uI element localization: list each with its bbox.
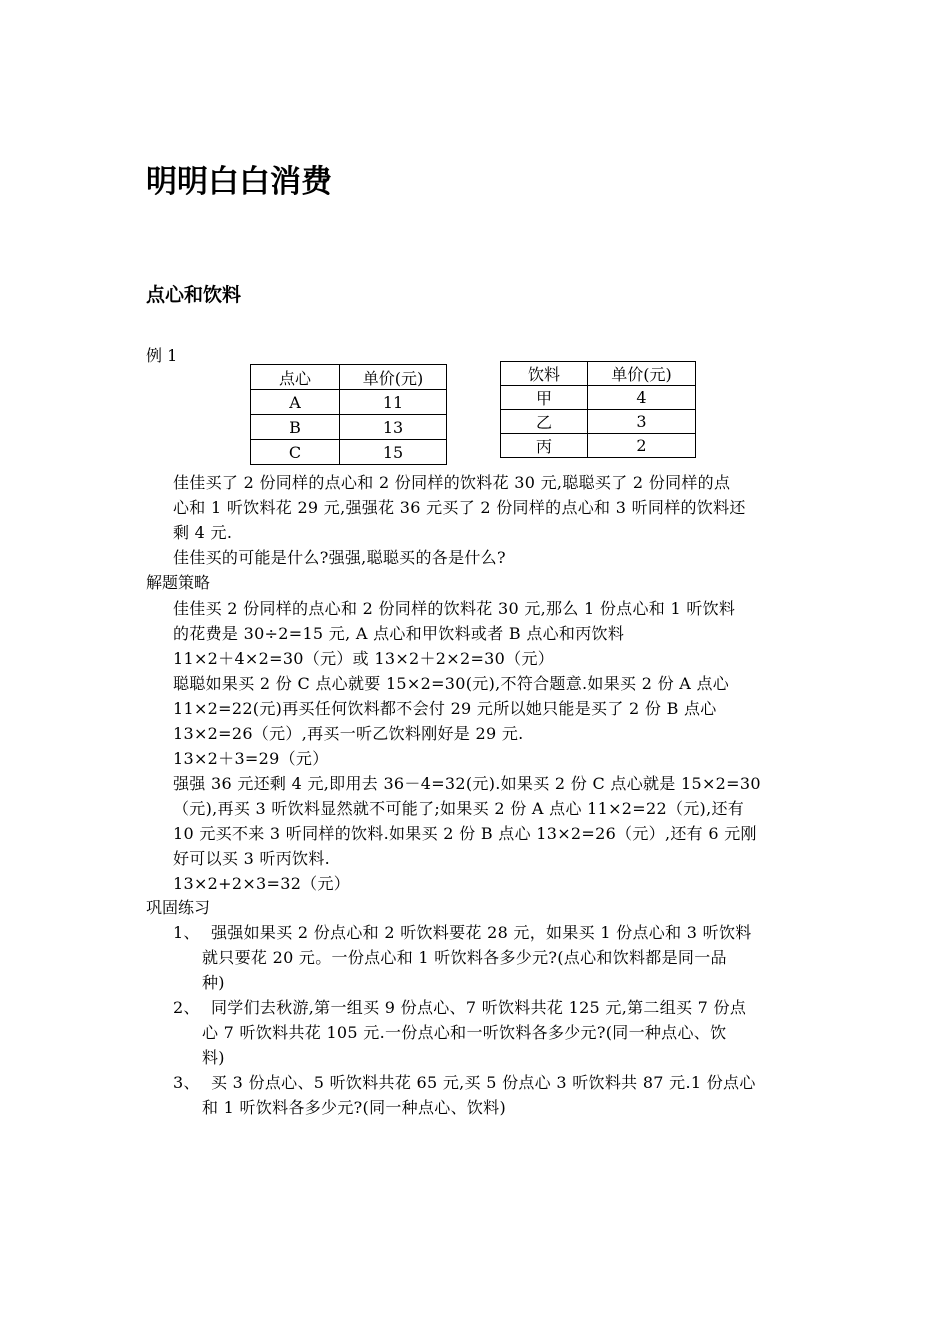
strategy-line: 11×2=22(元)再买任何饮料都不会付 29 元所以她只能是买了 2 份 B 点心 <box>173 699 717 718</box>
table-header-cell: 饮料 <box>501 362 588 386</box>
exercise-line: 强强如果买 2 份点心和 2 听饮料要花 28 元，如果买 1 份点心和 3 听饮料 <box>211 923 752 942</box>
table-cell: B <box>251 415 340 440</box>
exercise-line: 心 7 听饮料共花 105 元.一份点心和一听饮料各多少元?(同一种点心、饮 <box>202 1023 727 1042</box>
strategy-line: 13×2＋3=29（元） <box>173 749 329 768</box>
table-cell: 15 <box>340 440 447 465</box>
practice-label: 巩固练习 <box>146 898 211 917</box>
exercise-number: 1、 <box>173 923 200 942</box>
snack-price-table <box>250 364 447 465</box>
strategy-line: 强强 36 元还剩 4 元,即用去 36－4=32(元).如果买 2 份 C 点心就是 15×2=30 <box>173 774 761 793</box>
table-header-cell: 点心 <box>251 365 340 390</box>
exercise-number: 2、 <box>173 998 200 1017</box>
table-cell: 4 <box>588 386 696 410</box>
exercise-line: 和 1 听饮料各多少元?(同一种点心、饮料) <box>202 1098 507 1117</box>
table-row <box>501 434 696 458</box>
strategy-line: 佳佳买 2 份同样的点心和 2 份同样的饮料花 30 元,那么 1 份点心和 1 听饮料 <box>173 599 736 618</box>
drink-price-table <box>500 361 696 458</box>
table-cell: 甲 <box>501 386 588 410</box>
strategy-line: 13×2=26（元）,再买一听乙饮料刚好是 29 元. <box>173 724 524 743</box>
table-row <box>501 410 696 434</box>
table-cell: 2 <box>588 434 696 458</box>
table-cell: 3 <box>588 410 696 434</box>
table-header-cell: 单价(元) <box>340 365 447 390</box>
table-row <box>251 390 447 415</box>
exercise-number: 3、 <box>173 1073 200 1092</box>
table-row <box>251 415 447 440</box>
strategy-line: 13×2+2×3=32（元） <box>173 874 351 893</box>
strategy-line: 的花费是 30÷2=15 元, A 点心和甲饮料或者 B 点心和丙饮料 <box>173 624 625 643</box>
exercise-line: 料) <box>202 1048 225 1067</box>
strategy-line: 聪聪如果买 2 份 C 点心就要 15×2=30(元),不符合题意.如果买 2 份 A 点心 <box>173 674 730 693</box>
section-title: 点心和饮料 <box>146 284 242 306</box>
table-cell: 13 <box>340 415 447 440</box>
page-title: 明明白白消费 <box>146 164 332 200</box>
problem-question: 佳佳买的可能是什么?强强,聪聪买的各是什么? <box>173 548 506 567</box>
exercise-line: 同学们去秋游,第一组买 9 份点心、7 听饮料共花 125 元,第二组买 7 份点 <box>211 998 747 1017</box>
problem-line: 剩 4 元. <box>173 523 233 542</box>
table-cell: 11 <box>340 390 447 415</box>
table-header-row <box>501 362 696 386</box>
problem-line: 佳佳买了 2 份同样的点心和 2 份同样的饮料花 30 元,聪聪买了 2 份同样的点 <box>173 473 731 492</box>
table-cell: 乙 <box>501 410 588 434</box>
strategy-label: 解题策略 <box>146 573 211 592</box>
strategy-line: （元),再买 3 听饮料显然就不可能了;如果买 2 份 A 点心 11×2=22（元),还有 <box>173 799 745 818</box>
strategy-line: 好可以买 3 听丙饮料. <box>173 849 331 868</box>
example-label: 例 1 <box>146 346 178 365</box>
exercise-line: 买 3 份点心、5 听饮料共花 65 元,买 5 份点心 3 听饮料共 87 元.1 份点心 <box>211 1073 756 1092</box>
strategy-line: 10 元买不来 3 听同样的饮料.如果买 2 份 B 点心 13×2=26（元）,还有 6 元刚 <box>173 824 757 843</box>
exercise-line: 种) <box>202 973 225 992</box>
table-row <box>501 386 696 410</box>
strategy-line: 11×2＋4×2=30（元）或 13×2＋2×2=30（元） <box>173 649 555 668</box>
problem-line: 心和 1 听饮料花 29 元,强强花 36 元买了 2 份同样的点心和 3 听同样的饮料还 <box>173 498 746 517</box>
table-header-cell: 单价(元) <box>588 362 696 386</box>
table-cell: 丙 <box>501 434 588 458</box>
table-header-row <box>251 365 447 390</box>
table-cell: A <box>251 390 340 415</box>
table-cell: C <box>251 440 340 465</box>
exercise-line: 就只要花 20 元。一份点心和 1 听饮料各多少元?(点心和饮料都是同一品 <box>202 948 727 967</box>
table-row <box>251 440 447 465</box>
